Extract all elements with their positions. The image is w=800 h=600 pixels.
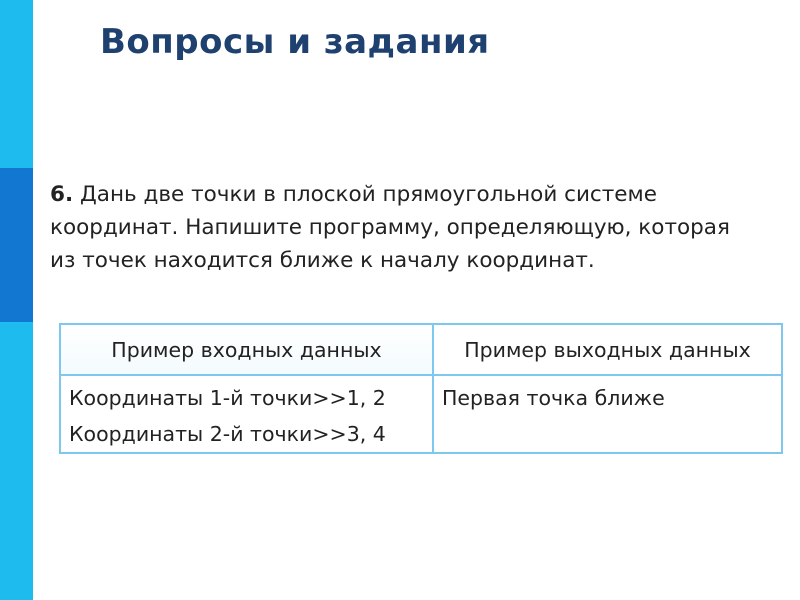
io-example-table <box>59 323 783 454</box>
header-output-data: Пример выходных данных <box>433 324 782 375</box>
table-row <box>60 375 782 453</box>
side-bar-accent <box>0 168 33 322</box>
task-number: 6. <box>50 182 74 207</box>
header-input-data: Пример входных данных <box>60 324 433 375</box>
task-text: Дань две точки в плоской прямоугольной системе координат. Напишите программу, определяющую, которая из точек находится ближе к началу координат. <box>50 182 730 273</box>
output-line-1: Первая точка ближе <box>442 386 665 410</box>
input-line-1: Координаты 1-й точки>>1, 2 <box>69 386 386 410</box>
task-statement <box>50 178 750 277</box>
cell-output-example <box>433 375 782 453</box>
slide-title: Вопросы и задания <box>100 22 490 62</box>
input-line-2: Координаты 2-й точки>>3, 4 <box>69 422 386 446</box>
table-header-row <box>60 324 782 375</box>
cell-input-example <box>60 375 433 453</box>
